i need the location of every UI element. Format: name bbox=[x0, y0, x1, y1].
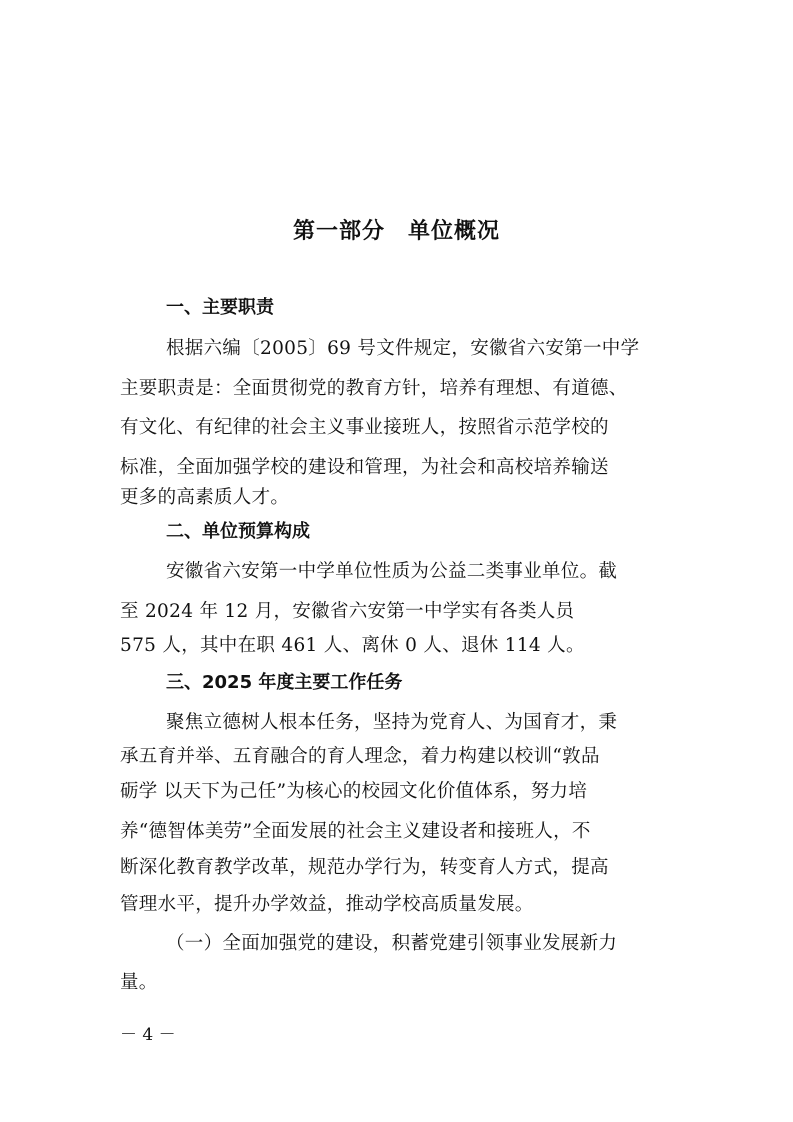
page-number: － 4 － bbox=[120, 1025, 176, 1045]
paragraph-line: 断深化教育教学改革，规范办学行为，转变育人方式，提高 bbox=[120, 857, 609, 878]
paragraph-line: 养“德智体美劳”全面发展的社会主义建设者和接班人，不 bbox=[120, 821, 591, 842]
paragraph-line: 主要职责是：全面贯彻党的教育方针，培养有理想、有道德、 bbox=[120, 378, 628, 399]
paragraph-line: （一）全面加强党的建设，积蓄党建引领事业发展新力 bbox=[166, 933, 618, 954]
paragraph-line: 575 人，其中在职 461 人、离休 0 人、退休 114 人。 bbox=[120, 635, 585, 656]
paragraph-line: 有文化、有纪律的社会主义事业接班人，按照省示范学校的 bbox=[120, 417, 609, 438]
paragraph-line: 至 2024 年 12 月，安徽省六安第一中学实有各类人员 bbox=[120, 601, 575, 622]
section-heading-duties: 一、主要职责 bbox=[166, 297, 274, 318]
paragraph-line: 量。 bbox=[120, 972, 158, 993]
paragraph-line: 根据六编〔2005〕69 号文件规定，安徽省六安第一中学 bbox=[166, 338, 640, 359]
paragraph-line: 标准，全面加强学校的建设和管理，为社会和高校培养输送 bbox=[120, 457, 609, 478]
paragraph-line: 管理水平，提升办学效益，推动学校高质量发展。 bbox=[120, 894, 534, 915]
paragraph-line: 安徽省六安第一中学单位性质为公益二类事业单位。截 bbox=[166, 561, 618, 582]
paragraph-line: 更多的高素质人才。 bbox=[120, 487, 290, 508]
paragraph-line: 聚焦立德树人根本任务，坚持为党育人、为国育才，秉 bbox=[166, 712, 618, 733]
paragraph-line: 砺学 以天下为己任”为核心的校园文化价值体系，努力培 bbox=[120, 781, 588, 802]
paragraph-line: 承五育并举、五育融合的育人理念，着力构建以校训“敦品 bbox=[120, 746, 600, 767]
section-heading-budget: 二、单位预算构成 bbox=[166, 521, 310, 542]
page-title: 第一部分 单位概况 bbox=[292, 219, 500, 244]
section-heading-tasks: 三、2025 年度主要工作任务 bbox=[166, 672, 403, 693]
